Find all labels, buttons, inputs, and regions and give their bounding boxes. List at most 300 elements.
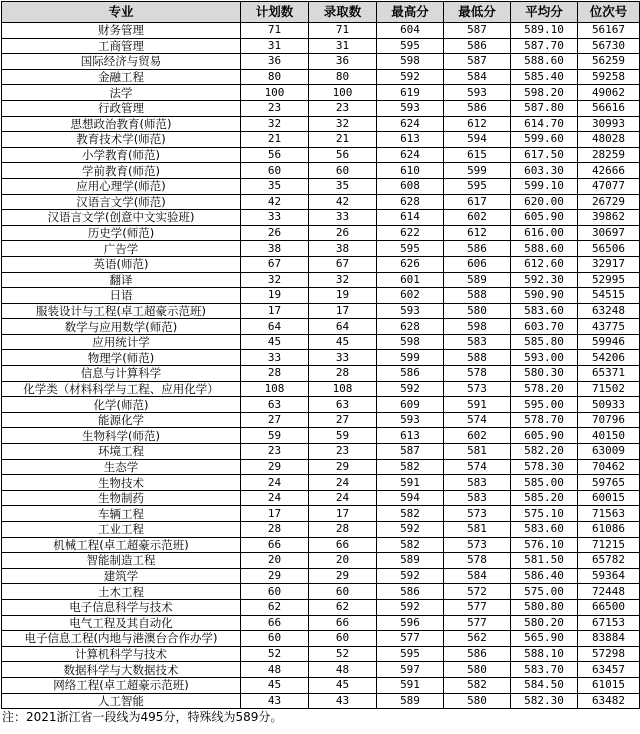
- cell-rank: 32917: [578, 256, 640, 272]
- cell-plan: 60: [241, 163, 309, 179]
- cell-plan: 32: [241, 116, 309, 132]
- cell-admitted: 26: [309, 225, 377, 241]
- cell-avg: 581.50: [511, 553, 578, 569]
- table-row: [2, 319, 640, 335]
- table-row: [2, 272, 640, 288]
- cell-max: 597: [377, 662, 444, 678]
- cell-admitted: 60: [309, 584, 377, 600]
- table-row: [2, 568, 640, 584]
- cell-max: 589: [377, 693, 444, 709]
- cell-major: 工业工程: [2, 522, 241, 538]
- cell-plan: 59: [241, 428, 309, 444]
- cell-max: 595: [377, 38, 444, 54]
- cell-admitted: 42: [309, 194, 377, 210]
- cell-admitted: 23: [309, 100, 377, 116]
- cell-avg: 616.00: [511, 225, 578, 241]
- cell-rank: 48028: [578, 132, 640, 148]
- cell-max: 592: [377, 381, 444, 397]
- table-row: [2, 69, 640, 85]
- cell-min: 595: [444, 178, 511, 194]
- cell-rank: 70462: [578, 459, 640, 475]
- cell-admitted: 24: [309, 490, 377, 506]
- table-row: [2, 256, 640, 272]
- cell-admitted: 48: [309, 662, 377, 678]
- cell-min: 577: [444, 615, 511, 631]
- cell-avg: 580.20: [511, 615, 578, 631]
- cell-admitted: 28: [309, 522, 377, 538]
- cell-admitted: 20: [309, 553, 377, 569]
- cell-min: 599: [444, 163, 511, 179]
- cell-min: 573: [444, 537, 511, 553]
- cell-avg: 587.80: [511, 100, 578, 116]
- cell-major: 数据科学与大数据技术: [2, 662, 241, 678]
- cell-admitted: 36: [309, 54, 377, 70]
- cell-avg: 584.50: [511, 677, 578, 693]
- cell-max: 596: [377, 615, 444, 631]
- cell-max: 582: [377, 537, 444, 553]
- cell-avg: 603.30: [511, 163, 578, 179]
- cell-max: 622: [377, 225, 444, 241]
- cell-min: 577: [444, 599, 511, 615]
- cell-min: 591: [444, 397, 511, 413]
- cell-plan: 63: [241, 397, 309, 413]
- cell-admitted: 45: [309, 334, 377, 350]
- cell-rank: 30697: [578, 225, 640, 241]
- cell-plan: 42: [241, 194, 309, 210]
- cell-min: 572: [444, 584, 511, 600]
- cell-rank: 39862: [578, 210, 640, 226]
- cell-min: 586: [444, 100, 511, 116]
- table-row: [2, 444, 640, 460]
- cell-rank: 56167: [578, 23, 640, 39]
- cell-admitted: 23: [309, 444, 377, 460]
- cell-avg: 588.10: [511, 646, 578, 662]
- cell-plan: 60: [241, 584, 309, 600]
- cell-avg: 612.60: [511, 256, 578, 272]
- cell-admitted: 17: [309, 303, 377, 319]
- cell-admitted: 19: [309, 288, 377, 304]
- cell-avg: 585.40: [511, 69, 578, 85]
- cell-max: 595: [377, 241, 444, 257]
- cell-admitted: 32: [309, 272, 377, 288]
- cell-major: 日语: [2, 288, 241, 304]
- cell-max: 609: [377, 397, 444, 413]
- table-row: [2, 334, 640, 350]
- header-row: [2, 2, 640, 23]
- cell-plan: 23: [241, 444, 309, 460]
- cell-rank: 57298: [578, 646, 640, 662]
- cell-rank: 67153: [578, 615, 640, 631]
- cell-rank: 63482: [578, 693, 640, 709]
- column-header-admitted: 录取数: [309, 2, 377, 23]
- cell-admitted: 27: [309, 412, 377, 428]
- cell-rank: 42666: [578, 163, 640, 179]
- cell-max: 613: [377, 428, 444, 444]
- cell-rank: 56259: [578, 54, 640, 70]
- cell-plan: 71: [241, 23, 309, 39]
- cell-major: 人工智能: [2, 693, 241, 709]
- cell-admitted: 33: [309, 210, 377, 226]
- cell-admitted: 64: [309, 319, 377, 335]
- cell-major: 计算机科学与技术: [2, 646, 241, 662]
- cell-plan: 29: [241, 459, 309, 475]
- cell-plan: 52: [241, 646, 309, 662]
- cell-major: 应用统计学: [2, 334, 241, 350]
- cell-rank: 66500: [578, 599, 640, 615]
- cell-min: 588: [444, 350, 511, 366]
- cell-min: 586: [444, 241, 511, 257]
- cell-plan: 32: [241, 272, 309, 288]
- cell-major: 法学: [2, 85, 241, 101]
- table-row: [2, 397, 640, 413]
- cell-max: 610: [377, 163, 444, 179]
- cell-plan: 66: [241, 537, 309, 553]
- cell-avg: 587.70: [511, 38, 578, 54]
- cell-plan: 33: [241, 350, 309, 366]
- cell-rank: 59946: [578, 334, 640, 350]
- cell-max: 614: [377, 210, 444, 226]
- cell-admitted: 108: [309, 381, 377, 397]
- cell-rank: 40150: [578, 428, 640, 444]
- table-row: [2, 194, 640, 210]
- cell-avg: 580.80: [511, 599, 578, 615]
- cell-rank: 65782: [578, 553, 640, 569]
- cell-rank: 59364: [578, 568, 640, 584]
- table-row: [2, 537, 640, 553]
- cell-admitted: 52: [309, 646, 377, 662]
- table-row: [2, 147, 640, 163]
- table-row: [2, 132, 640, 148]
- table-row: [2, 366, 640, 382]
- cell-major: 信息与计算科学: [2, 366, 241, 382]
- cell-min: 580: [444, 693, 511, 709]
- cell-min: 593: [444, 85, 511, 101]
- cell-avg: 589.10: [511, 23, 578, 39]
- cell-min: 583: [444, 334, 511, 350]
- cell-avg: 593.00: [511, 350, 578, 366]
- cell-min: 602: [444, 428, 511, 444]
- cell-avg: 614.70: [511, 116, 578, 132]
- cell-plan: 35: [241, 178, 309, 194]
- cell-admitted: 29: [309, 459, 377, 475]
- cell-plan: 29: [241, 568, 309, 584]
- table-row: [2, 85, 640, 101]
- table-row: [2, 54, 640, 70]
- table-row: [2, 599, 640, 615]
- cell-plan: 17: [241, 506, 309, 522]
- cell-major: 车辆工程: [2, 506, 241, 522]
- cell-plan: 20: [241, 553, 309, 569]
- cell-max: 593: [377, 412, 444, 428]
- cell-max: 628: [377, 194, 444, 210]
- cell-avg: 620.00: [511, 194, 578, 210]
- cell-plan: 28: [241, 366, 309, 382]
- cell-plan: 19: [241, 288, 309, 304]
- cell-max: 602: [377, 288, 444, 304]
- cell-rank: 61015: [578, 677, 640, 693]
- cell-max: 592: [377, 69, 444, 85]
- cell-major: 教育技术学(师范): [2, 132, 241, 148]
- cell-max: 598: [377, 54, 444, 70]
- cell-plan: 48: [241, 662, 309, 678]
- table-row: [2, 412, 640, 428]
- table-row: [2, 210, 640, 226]
- cell-admitted: 56: [309, 147, 377, 163]
- cell-min: 594: [444, 132, 511, 148]
- cell-major: 行政管理: [2, 100, 241, 116]
- cell-major: 化学类（材料科学与工程、应用化学）: [2, 381, 241, 397]
- cell-min: 562: [444, 631, 511, 647]
- cell-avg: 586.40: [511, 568, 578, 584]
- cell-min: 612: [444, 116, 511, 132]
- cell-min: 617: [444, 194, 511, 210]
- cell-avg: 583.60: [511, 522, 578, 538]
- cell-major: 机械工程(卓工超豪示范班): [2, 537, 241, 553]
- cell-max: 593: [377, 100, 444, 116]
- table-row: [2, 288, 640, 304]
- cell-rank: 59765: [578, 475, 640, 491]
- table-row: [2, 553, 640, 569]
- table-row: [2, 350, 640, 366]
- cell-admitted: 100: [309, 85, 377, 101]
- cell-rank: 71563: [578, 506, 640, 522]
- table-row: [2, 490, 640, 506]
- table-row: [2, 646, 640, 662]
- table-row: [2, 677, 640, 693]
- cell-avg: 565.90: [511, 631, 578, 647]
- cell-plan: 31: [241, 38, 309, 54]
- cell-admitted: 31: [309, 38, 377, 54]
- cell-plan: 108: [241, 381, 309, 397]
- cell-major: 英语(师范): [2, 256, 241, 272]
- cell-major: 电子信息工程(内地与港澳台合作办学): [2, 631, 241, 647]
- cell-max: 626: [377, 256, 444, 272]
- cell-admitted: 35: [309, 178, 377, 194]
- cell-plan: 21: [241, 132, 309, 148]
- cell-plan: 56: [241, 147, 309, 163]
- cell-avg: 578.30: [511, 459, 578, 475]
- cell-rank: 56506: [578, 241, 640, 257]
- cell-admitted: 62: [309, 599, 377, 615]
- cell-major: 生物科学(师范): [2, 428, 241, 444]
- cell-rank: 50933: [578, 397, 640, 413]
- cell-admitted: 21: [309, 132, 377, 148]
- cell-rank: 70796: [578, 412, 640, 428]
- cell-avg: 575.10: [511, 506, 578, 522]
- cell-admitted: 33: [309, 350, 377, 366]
- cell-admitted: 38: [309, 241, 377, 257]
- column-header-major: 专业: [2, 2, 241, 23]
- cell-rank: 49062: [578, 85, 640, 101]
- cell-major: 汉语言文学(创意中文实验班): [2, 210, 241, 226]
- cell-rank: 63457: [578, 662, 640, 678]
- cell-major: 广告学: [2, 241, 241, 257]
- cell-major: 工商管理: [2, 38, 241, 54]
- cell-avg: 595.00: [511, 397, 578, 413]
- cell-major: 生态学: [2, 459, 241, 475]
- cell-rank: 63009: [578, 444, 640, 460]
- cell-avg: 582.20: [511, 444, 578, 460]
- table-row: [2, 615, 640, 631]
- cell-max: 598: [377, 334, 444, 350]
- cell-major: 数学与应用数学(师范): [2, 319, 241, 335]
- column-header-rank: 位次号: [578, 2, 640, 23]
- cell-rank: 43775: [578, 319, 640, 335]
- cell-plan: 27: [241, 412, 309, 428]
- cell-rank: 52995: [578, 272, 640, 288]
- cell-plan: 45: [241, 677, 309, 693]
- cell-max: 587: [377, 444, 444, 460]
- cell-avg: 583.60: [511, 303, 578, 319]
- cell-max: 594: [377, 490, 444, 506]
- cell-plan: 60: [241, 631, 309, 647]
- cell-avg: 585.00: [511, 475, 578, 491]
- cell-avg: 583.70: [511, 662, 578, 678]
- cell-rank: 54206: [578, 350, 640, 366]
- cell-min: 583: [444, 490, 511, 506]
- cell-avg: 603.70: [511, 319, 578, 335]
- cell-rank: 28259: [578, 147, 640, 163]
- cell-max: 624: [377, 116, 444, 132]
- cell-plan: 17: [241, 303, 309, 319]
- cell-major: 国际经济与贸易: [2, 54, 241, 70]
- cell-avg: 605.90: [511, 210, 578, 226]
- column-header-max: 最高分: [377, 2, 444, 23]
- cell-admitted: 66: [309, 615, 377, 631]
- cell-plan: 43: [241, 693, 309, 709]
- cell-rank: 26729: [578, 194, 640, 210]
- cell-min: 573: [444, 506, 511, 522]
- cell-avg: 599.10: [511, 178, 578, 194]
- cell-major: 智能制造工程: [2, 553, 241, 569]
- table-row: [2, 163, 640, 179]
- cell-major: 思想政治教育(师范): [2, 116, 241, 132]
- cell-avg: 588.60: [511, 54, 578, 70]
- cell-rank: 54515: [578, 288, 640, 304]
- cell-plan: 45: [241, 334, 309, 350]
- cell-admitted: 29: [309, 568, 377, 584]
- cell-min: 578: [444, 553, 511, 569]
- table-row: [2, 506, 640, 522]
- cell-min: 587: [444, 54, 511, 70]
- cell-max: 592: [377, 568, 444, 584]
- column-header-min: 最低分: [444, 2, 511, 23]
- cell-min: 602: [444, 210, 511, 226]
- cell-max: 624: [377, 147, 444, 163]
- table-row: [2, 38, 640, 54]
- table-row: [2, 100, 640, 116]
- cell-major: 环境工程: [2, 444, 241, 460]
- cell-admitted: 60: [309, 163, 377, 179]
- cell-rank: 63248: [578, 303, 640, 319]
- cell-admitted: 32: [309, 116, 377, 132]
- cell-max: 591: [377, 475, 444, 491]
- cell-avg: 598.20: [511, 85, 578, 101]
- cell-major: 物理学(师范): [2, 350, 241, 366]
- table-row: [2, 693, 640, 709]
- cell-avg: 578.20: [511, 381, 578, 397]
- cell-max: 592: [377, 522, 444, 538]
- cell-max: 577: [377, 631, 444, 647]
- cell-min: 589: [444, 272, 511, 288]
- cell-max: 595: [377, 646, 444, 662]
- cell-major: 汉语言文学(师范): [2, 194, 241, 210]
- table-row: [2, 584, 640, 600]
- table-row: [2, 23, 640, 39]
- cell-rank: 56616: [578, 100, 640, 116]
- cell-admitted: 63: [309, 397, 377, 413]
- table-row: [2, 303, 640, 319]
- cell-major: 生物技术: [2, 475, 241, 491]
- cell-max: 608: [377, 178, 444, 194]
- cell-plan: 33: [241, 210, 309, 226]
- table-row: [2, 522, 640, 538]
- cell-avg: 578.70: [511, 412, 578, 428]
- cell-major: 土木工程: [2, 584, 241, 600]
- cell-min: 587: [444, 23, 511, 39]
- cell-plan: 100: [241, 85, 309, 101]
- table-row: [2, 178, 640, 194]
- cell-avg: 576.10: [511, 537, 578, 553]
- table-header: [2, 2, 640, 23]
- footnote: 注：2021浙江省一段线为495分，特殊线为589分。: [2, 710, 283, 725]
- cell-min: 586: [444, 38, 511, 54]
- cell-avg: 605.90: [511, 428, 578, 444]
- cell-major: 化学(师范): [2, 397, 241, 413]
- cell-min: 606: [444, 256, 511, 272]
- cell-rank: 72448: [578, 584, 640, 600]
- cell-admitted: 28: [309, 366, 377, 382]
- cell-admitted: 66: [309, 537, 377, 553]
- table-row: [2, 241, 640, 257]
- cell-min: 580: [444, 662, 511, 678]
- cell-plan: 26: [241, 225, 309, 241]
- cell-plan: 62: [241, 599, 309, 615]
- cell-max: 628: [377, 319, 444, 335]
- cell-major: 电子信息科学与技术: [2, 599, 241, 615]
- cell-max: 599: [377, 350, 444, 366]
- cell-rank: 65371: [578, 366, 640, 382]
- cell-min: 598: [444, 319, 511, 335]
- cell-rank: 60015: [578, 490, 640, 506]
- column-header-avg: 平均分: [511, 2, 578, 23]
- cell-max: 613: [377, 132, 444, 148]
- cell-admitted: 67: [309, 256, 377, 272]
- cell-min: 581: [444, 522, 511, 538]
- cell-admitted: 71: [309, 23, 377, 39]
- admission-scores-table: [1, 1, 640, 709]
- cell-plan: 36: [241, 54, 309, 70]
- cell-admitted: 59: [309, 428, 377, 444]
- cell-max: 619: [377, 85, 444, 101]
- cell-major: 建筑学: [2, 568, 241, 584]
- cell-major: 电气工程及其自动化: [2, 615, 241, 631]
- cell-min: 583: [444, 475, 511, 491]
- cell-min: 582: [444, 677, 511, 693]
- cell-max: 586: [377, 366, 444, 382]
- cell-plan: 28: [241, 522, 309, 538]
- cell-max: 582: [377, 459, 444, 475]
- cell-max: 604: [377, 23, 444, 39]
- cell-admitted: 43: [309, 693, 377, 709]
- column-header-plan: 计划数: [241, 2, 309, 23]
- table-row: [2, 459, 640, 475]
- cell-rank: 59258: [578, 69, 640, 85]
- cell-min: 578: [444, 366, 511, 382]
- cell-rank: 61086: [578, 522, 640, 538]
- cell-min: 574: [444, 412, 511, 428]
- cell-max: 593: [377, 303, 444, 319]
